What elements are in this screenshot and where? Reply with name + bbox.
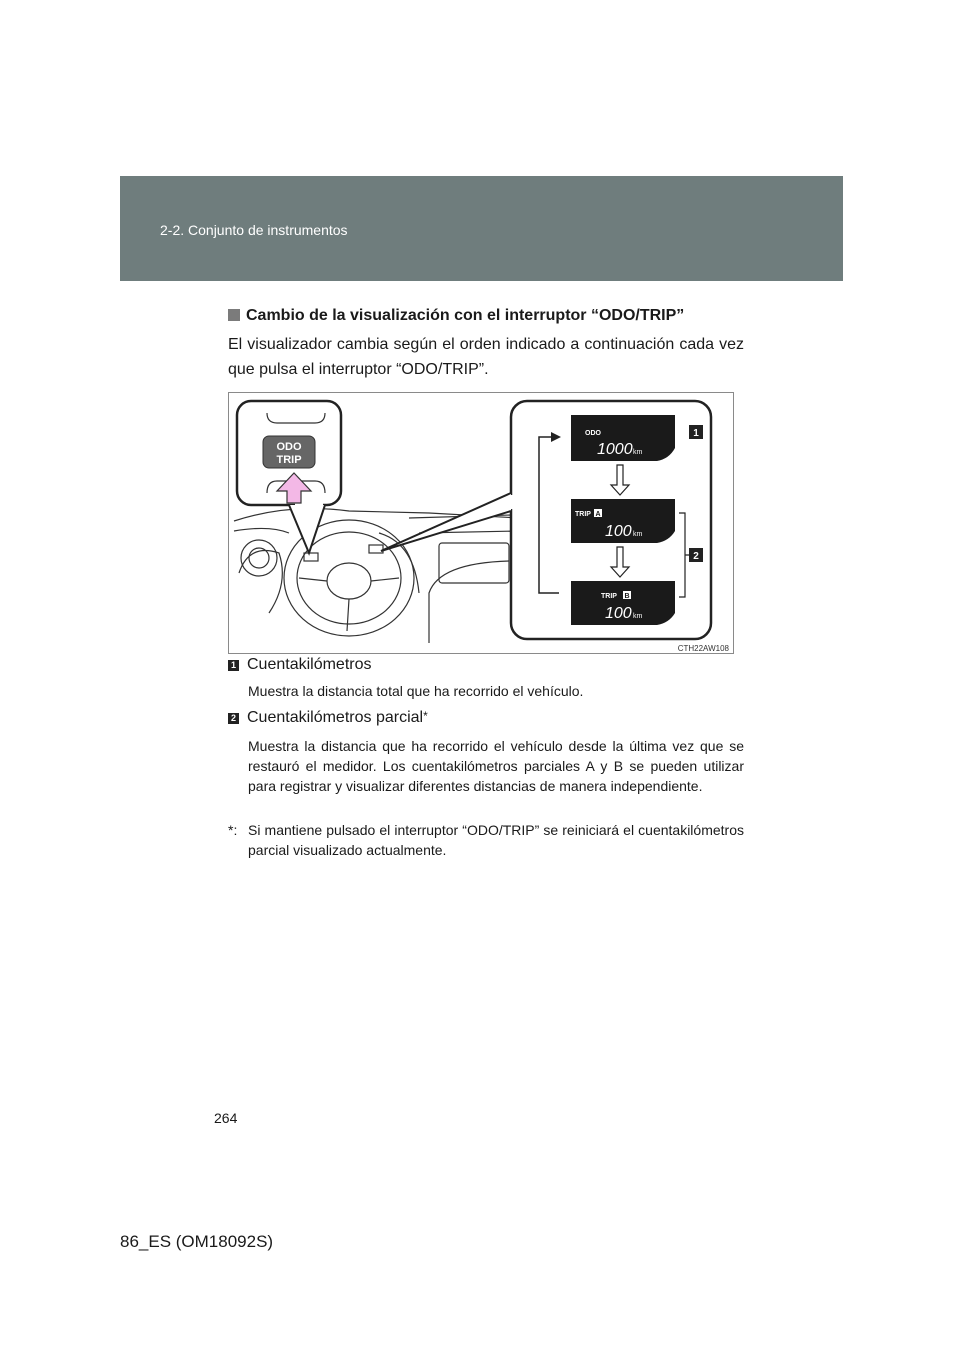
illustration-svg — [229, 393, 735, 655]
switch-line2: TRIP — [276, 454, 302, 466]
document-code: 86_ES (OM18092S) — [120, 1232, 274, 1251]
item-2-title-mark: * — [423, 709, 428, 723]
item-2-title-text: Cuentakilómetros parcial — [247, 709, 424, 726]
footnote — [228, 820, 744, 860]
item-1-description: Muestra la distancia total que ha recorrido el vehículo. — [248, 683, 584, 699]
callout-pointer-right — [381, 493, 511, 551]
display3-label: TRIP — [601, 593, 617, 600]
display2-label: TRIP — [575, 511, 591, 518]
figure-code: CTH22AW108 — [677, 644, 729, 653]
display3-sub: B — [624, 593, 630, 600]
header-band — [120, 176, 843, 281]
odo-trip-illustration — [228, 392, 734, 654]
display2-sub: A — [595, 511, 601, 518]
display3-value: 100 — [605, 605, 632, 622]
display2-value: 100 — [605, 523, 632, 540]
display2-unit: km — [633, 531, 643, 538]
intro-paragraph: El visualizador cambia según el orden indicado a continuación cada vez que pulsa el interruptor “ODO/TRIP”. — [228, 336, 744, 378]
footnote-mark: *: — [228, 822, 238, 838]
section-title — [228, 307, 684, 325]
item-2-number: 2 — [228, 713, 239, 724]
item-1-title — [228, 656, 372, 674]
item-2-title — [228, 709, 428, 727]
callout-2-label: 2 — [693, 551, 699, 562]
display3-unit: km — [633, 613, 643, 620]
callout-1-label: 1 — [693, 428, 699, 439]
item-1-title-text: Cuentakilómetros — [247, 656, 372, 673]
section-breadcrumb: 2-2. Conjunto de instrumentos — [160, 222, 348, 238]
page-number: 264 — [214, 1110, 238, 1126]
switch-line1: ODO — [276, 441, 302, 453]
display1-label: ODO — [585, 430, 601, 437]
item-2-description: Muestra la distancia que ha recorrido el vehículo desde la última vez que se restauró el medidor. Los cuentakilómetros parciales A y B se pueden utilizar para registrar y visualizar diferentes distancias de manera independiente. — [248, 738, 744, 794]
section-title-text: Cambio de la visualización con el interruptor “ODO/TRIP” — [246, 307, 685, 324]
footnote-text: Si mantiene pulsado el interruptor “ODO/TRIP” se reiniciará el cuentakilómetros parcial visualizado actualmente. — [248, 822, 744, 858]
dashboard-drawing — [234, 509, 519, 643]
display1-value: 1000 — [597, 441, 633, 458]
item-1-number: 1 — [228, 660, 239, 671]
display1-unit: km — [633, 449, 643, 456]
square-bullet-icon — [228, 309, 240, 321]
